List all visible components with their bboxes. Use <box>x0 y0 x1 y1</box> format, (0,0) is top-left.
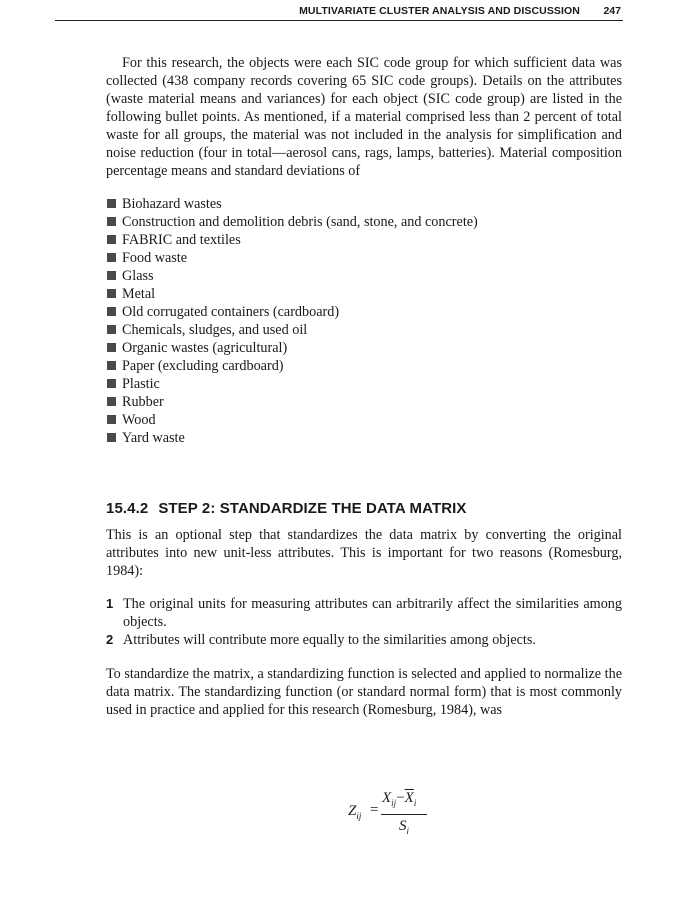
fraction-bar <box>381 814 427 815</box>
square-bullet-icon <box>107 343 116 352</box>
square-bullet-icon <box>107 433 116 442</box>
list-item: Wood <box>106 411 622 429</box>
list-item: Plastic <box>106 375 622 393</box>
square-bullet-icon <box>107 415 116 424</box>
list-item: FABRIC and textiles <box>106 231 622 249</box>
equals-sign: = <box>370 802 379 818</box>
square-bullet-icon <box>107 361 116 370</box>
square-bullet-icon <box>107 271 116 280</box>
materials-list <box>106 195 622 447</box>
list-item <box>106 595 622 631</box>
page-body <box>106 54 622 719</box>
list-item: Glass <box>106 267 622 285</box>
equation-lhs: $Z_{ij}$ <box>348 803 362 821</box>
page-number: 247 <box>603 5 621 17</box>
square-bullet-icon <box>107 325 116 334</box>
list-item: Construction and demolition debris (sand, stone, and concrete) <box>106 213 622 231</box>
section-heading <box>106 499 622 518</box>
section-number: 15.4.2 <box>106 500 149 517</box>
square-bullet-icon <box>107 217 116 226</box>
square-bullet-icon <box>107 397 116 406</box>
intro-paragraph: For this research, the objects were each SIC code group for which sufficient data was collected (438 company records covering 65 SIC code groups). Details on the attributes (waste material means and variances) for each object (SIC code group) are listed in the following bullet points. As mentioned, if a material comprised less than 2 percent of total waste for all groups, the material was not included in the analysis for simplification and noise reduction (four in total—aerosol cans, rags, lamps, batteries). Material composition percentage means and standard deviations of <box>106 55 622 179</box>
list-item: Chemicals, sludges, and used oil <box>106 321 622 339</box>
list-item: Organic wastes (agricultural) <box>106 339 622 357</box>
list-item: Biohazard wastes <box>106 195 622 213</box>
closing-paragraph: To standardize the matrix, a standardizing function is selected and applied to normalize the data matrix. The standardizing function (or standard normal form) that is most commonly used in practice and applied for this research (Romesburg, 1984), was <box>106 666 622 718</box>
equation-denominator: $S_i$ <box>399 818 410 836</box>
square-bullet-icon <box>107 253 116 262</box>
list-item: Metal <box>106 285 622 303</box>
reason-text: The original units for measuring attributes can arbitrarily affect the similarities among objects. <box>123 596 622 630</box>
list-item: Yard waste <box>106 429 622 447</box>
equation-numerator: $X_{ij}-\overline{X}_i$ <box>382 790 417 808</box>
list-item: Rubber <box>106 393 622 411</box>
running-title: MULTIVARIATE CLUSTER ANALYSIS AND DISCUSSION <box>299 5 580 17</box>
reason-text: Attributes will contribute more equally to the similarities among objects. <box>123 632 536 648</box>
standardization-equation <box>348 790 458 842</box>
square-bullet-icon <box>107 289 116 298</box>
list-item: Paper (excluding cardboard) <box>106 357 622 375</box>
square-bullet-icon <box>107 199 116 208</box>
reason-number: 1 <box>106 596 114 611</box>
list-item: Old corrugated containers (cardboard) <box>106 303 622 321</box>
square-bullet-icon <box>107 235 116 244</box>
section-title: STEP 2: STANDARDIZE THE DATA MATRIX <box>158 500 467 517</box>
section-paragraph: This is an optional step that standardizes the data matrix by converting the original attributes into new unit-less attributes. This is important for two reasons (Romesburg, 1984): <box>106 527 622 579</box>
list-item: Food waste <box>106 249 622 267</box>
reasons-list <box>106 595 622 649</box>
running-head <box>55 4 623 21</box>
reason-number: 2 <box>106 632 114 647</box>
square-bullet-icon <box>107 379 116 388</box>
square-bullet-icon <box>107 307 116 316</box>
list-item <box>106 631 622 649</box>
